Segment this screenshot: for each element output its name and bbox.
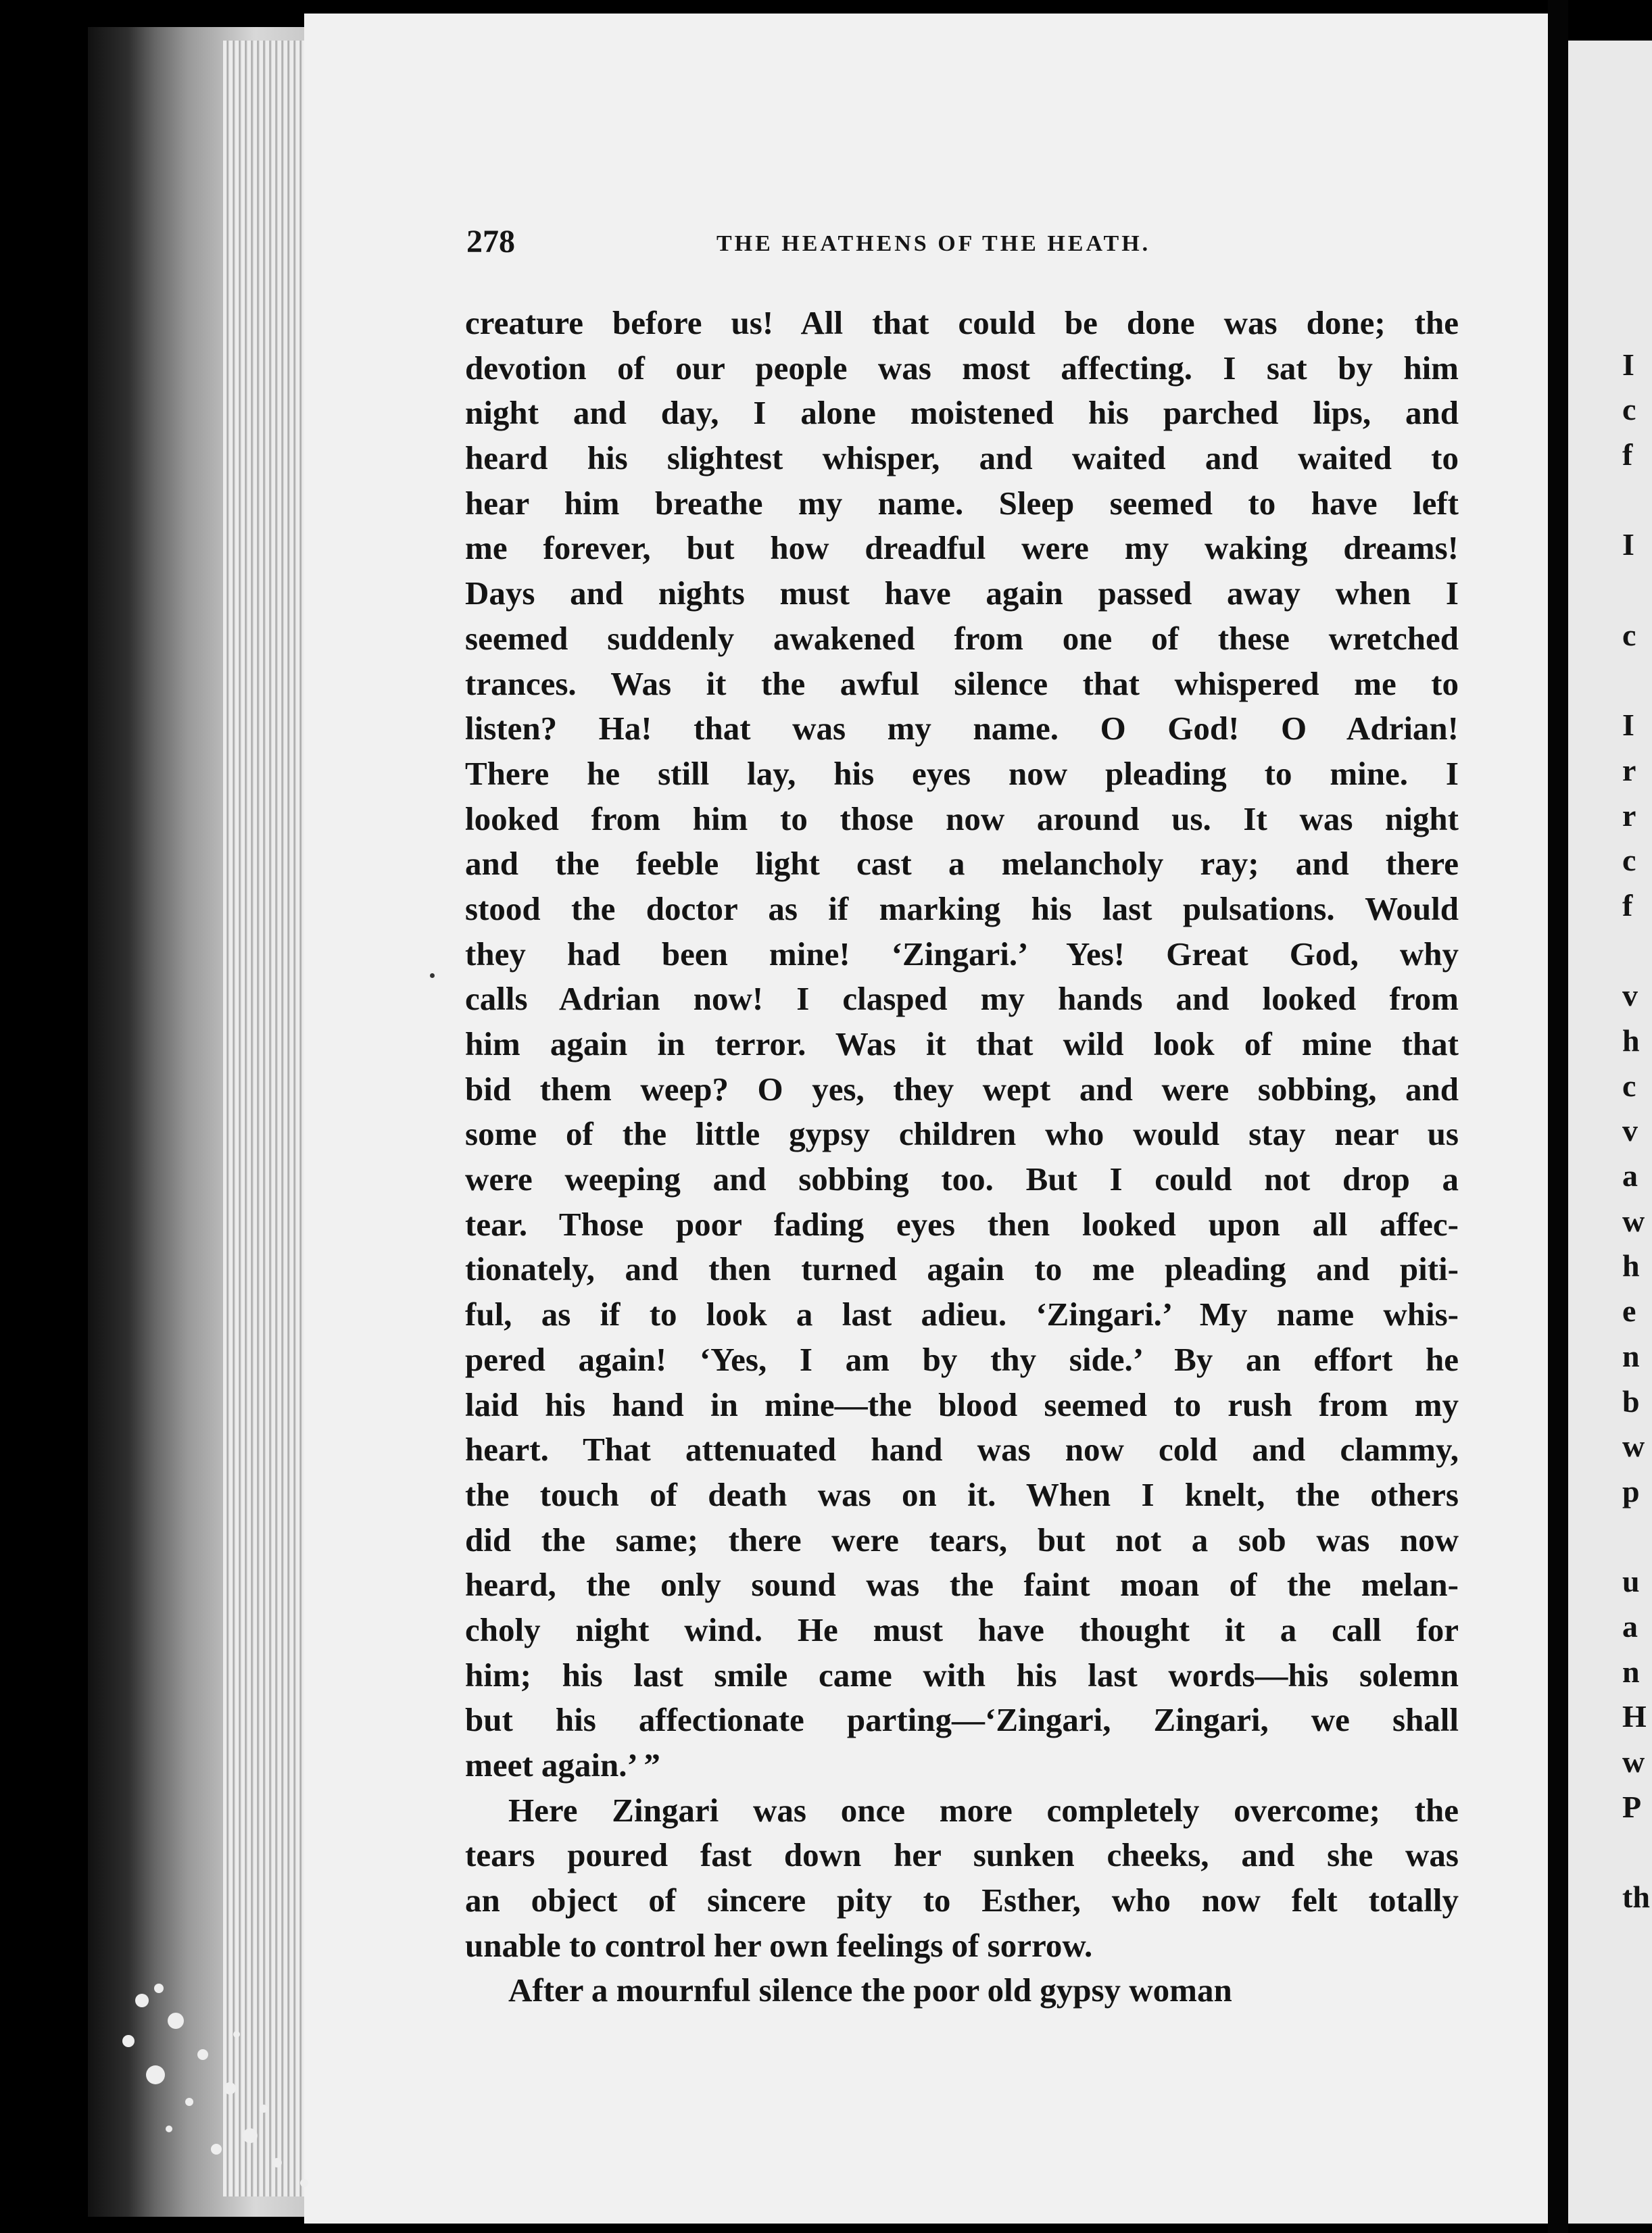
margin-mark — [430, 973, 435, 978]
next-page-fragment: r — [1622, 752, 1636, 787]
text-line: and the feeble light cast a melancholy ray; and there — [465, 845, 1459, 883]
text-line: him again in terror. Was it that wild look of mine that — [465, 1025, 1459, 1062]
text-line: laid his hand in mine—the blood seemed to rush from my — [465, 1385, 1459, 1423]
next-page-fragment: a — [1622, 1609, 1638, 1644]
text-line: After a mournful silence the poor old gypsy woman — [508, 1971, 1232, 2009]
next-page-fragment — [1622, 1515, 1652, 1560]
text-line: calls Adrian now! I clasped my hands and looked from — [465, 980, 1459, 1018]
text-line: hear him breathe my name. Sleep seemed to have left — [465, 484, 1459, 522]
next-page-fragment: H — [1622, 1699, 1647, 1734]
next-page-fragment: f — [1622, 437, 1633, 472]
text-line: heard his slightest whisper, and waited and waited to — [465, 439, 1459, 477]
next-page-fragment — [1622, 568, 1652, 613]
next-page-fragment: w — [1622, 1203, 1645, 1238]
text-line: heard, the only sound was the faint moan of the melan- — [465, 1566, 1459, 1604]
text-line: pered again! ‘Yes, I am by thy side.’ By an effort he — [465, 1340, 1459, 1378]
next-page-fragment: r — [1622, 798, 1636, 833]
paper-damage — [101, 1960, 358, 2203]
text-line: but his affectionate parting—‘Zingari, Zingari, we shall — [465, 1701, 1459, 1739]
text-line: Here Zingari was once more completely overcome; the — [508, 1791, 1459, 1829]
next-page-fragment: I — [1622, 347, 1634, 382]
next-page-fragment: e — [1622, 1294, 1636, 1329]
text-line: an object of sincere pity to Esther, who now felt totally — [465, 1882, 1459, 1919]
next-page-fragment: n — [1622, 1338, 1640, 1373]
next-page-fragment: a — [1622, 1158, 1638, 1194]
text-line: the touch of death was on it. When I knelt, the others — [465, 1475, 1459, 1513]
next-page-fragment: P — [1622, 1789, 1642, 1824]
next-page-fragment: w — [1622, 1429, 1645, 1464]
next-page-fragment: th — [1622, 1880, 1650, 1915]
next-page-fragment: u — [1622, 1564, 1640, 1599]
next-page-fragment — [1622, 1830, 1652, 1875]
text-line: Days and nights must have again passed away when I — [465, 574, 1459, 612]
next-page-fragment — [1622, 297, 1652, 343]
text-line: they had been mine! ‘Zingari.’ Yes! Great God, why — [465, 935, 1459, 973]
text-line: tear. Those poor fading eyes then looked upon all affec- — [465, 1205, 1459, 1243]
next-page-fragment: n — [1622, 1654, 1640, 1689]
running-head — [466, 223, 1210, 270]
text-line: ful, as if to look a last adieu. ‘Zingari.’ My name whis- — [465, 1296, 1459, 1333]
next-page-fragment: b — [1622, 1383, 1640, 1419]
text-line: did the same; there were tears, but not a sob was now — [465, 1521, 1459, 1559]
text-line: meet again.’ ” — [465, 1746, 660, 1784]
next-page-fragment — [1622, 658, 1652, 704]
text-line: unable to control her own feelings of sorrow. — [465, 1926, 1093, 1964]
text-line: tionately, and then turned again to me pleading and piti- — [465, 1250, 1459, 1288]
next-page-fragment: p — [1622, 1473, 1640, 1508]
next-page-fragment: v — [1622, 978, 1638, 1013]
next-page-text-fragments — [1622, 297, 1652, 1920]
text-line: seemed suddenly awakened from one of these wretched — [465, 619, 1459, 657]
text-line: me forever, but how dreadful were my waking dreams! — [465, 529, 1459, 567]
text-line: listen? Ha! that was my name. O God! O Adrian! — [465, 710, 1459, 747]
next-page-fragment: f — [1622, 887, 1633, 923]
text-line: There he still lay, his eyes now pleading to mine. I — [465, 754, 1459, 792]
next-page-fragment — [1622, 478, 1652, 523]
text-line: choly night wind. He must have thought it a call for — [465, 1611, 1459, 1648]
text-line: heart. That attenuated hand was now cold and clammy, — [465, 1431, 1459, 1469]
body-text — [465, 301, 1459, 2013]
page-stack — [223, 41, 311, 2197]
text-line: were weeping and sobbing too. But I could not drop a — [465, 1160, 1459, 1198]
text-line: tears poured fast down her sunken cheeks, and she was — [465, 1836, 1459, 1874]
next-page-fragment: h — [1622, 1248, 1640, 1283]
text-line: him; his last smile came with his last words—his solemn — [465, 1656, 1459, 1694]
next-page-fragment — [1622, 929, 1652, 974]
text-line: bid them weep? O yes, they wept and were sobbing, and — [465, 1070, 1459, 1108]
next-page-fragment: c — [1622, 392, 1636, 427]
book-gutter — [1548, 0, 1568, 2233]
next-page-fragment: I — [1622, 708, 1634, 743]
next-page-fragment: v — [1622, 1113, 1638, 1148]
next-page-fragment: w — [1622, 1744, 1645, 1779]
text-line: devotion of our people was most affecting. I sat by him — [465, 349, 1459, 387]
next-page-fragment: I — [1622, 527, 1634, 562]
text-line: looked from him to those now around us. It was night — [465, 800, 1459, 837]
next-page-fragment: h — [1622, 1023, 1640, 1058]
next-page-fragment: c — [1622, 1068, 1636, 1103]
text-line: some of the little gypsy children who would stay near us — [465, 1115, 1459, 1153]
text-line: stood the doctor as if marking his last pulsations. Would — [465, 889, 1459, 927]
text-line: creature before us! All that could be done was done; the — [465, 304, 1459, 341]
text-line: night and day, I alone moistened his parched lips, and — [465, 394, 1459, 432]
page-number: 278 — [466, 224, 515, 260]
next-page-fragment: c — [1622, 617, 1636, 652]
text-line: trances. Was it the awful silence that whispered me to — [465, 664, 1459, 702]
running-title: THE HEATHENS OF THE HEATH. — [716, 231, 1151, 256]
next-page-fragment: c — [1622, 843, 1636, 878]
